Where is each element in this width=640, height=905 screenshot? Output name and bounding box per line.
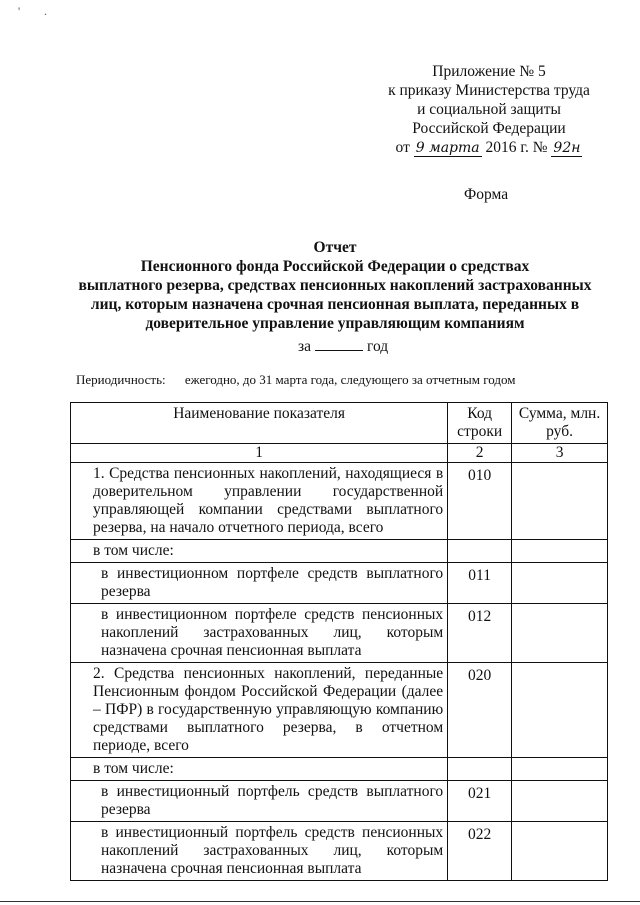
row-name: 1. Средства пенсионных накоплений, находящиеся в доверительном управлении государственной управляющей компании средствами выплатного резерва, на начало отчетного периода, всего	[71, 463, 448, 540]
row-sum[interactable]	[512, 463, 608, 540]
scan-mark: '	[18, 4, 21, 18]
row-sum[interactable]	[512, 781, 608, 822]
document-title	[70, 238, 600, 333]
order-year: 2016 г. №	[485, 139, 548, 156]
handwritten-date: 9 марта	[415, 140, 480, 156]
row-sum[interactable]	[512, 604, 608, 663]
appendix-ministry: и социальной защиты	[417, 101, 561, 118]
row-name: 2. Средства пенсионных накоплений, переданные Пенсионным фондом Российской Федерации (далее – ПФР) в государственную управляющую компанию средствами выплатного резерва, в отчетном периоде, всего	[71, 663, 448, 758]
period-prefix: за	[298, 338, 312, 355]
header-code: Код строки	[448, 403, 512, 444]
row-name: в инвестиционный портфель средств пенсионных накоплений застрахованных лиц, которым назначена срочная пенсионная выплата	[71, 822, 448, 881]
table-row	[71, 563, 608, 604]
handwritten-number: 92н	[553, 140, 581, 156]
row-sum[interactable]	[512, 822, 608, 881]
form-label: Форма	[464, 186, 509, 203]
appendix-country: Российской Федерации	[412, 120, 566, 137]
column-number-row	[71, 444, 608, 463]
row-sum[interactable]	[512, 563, 608, 604]
scan-mark: .	[44, 4, 47, 18]
frequency-value: ежегодно, до 31 марта года, следующего за отчетным годом	[184, 372, 516, 387]
row-code: 010	[448, 463, 512, 540]
title-line: Пенсионного фонда Российской Федерации о средствах	[140, 258, 530, 275]
row-name: в том числе:	[71, 758, 448, 781]
row-code: 012	[448, 604, 512, 663]
page-bottom-rule	[0, 901, 640, 902]
frequency-label: Периодичность:	[76, 372, 166, 387]
row-code	[448, 540, 512, 563]
title-line: Отчет	[313, 239, 357, 256]
header-name: Наименование показателя	[71, 403, 448, 444]
appendix-number: Приложение № 5	[432, 63, 546, 80]
table-row	[71, 604, 608, 663]
frequency-line	[76, 372, 515, 388]
period-year-blank[interactable]	[315, 338, 363, 351]
row-code: 022	[448, 822, 512, 881]
row-sum[interactable]	[512, 663, 608, 758]
appendix-order-ref: к приказу Министерства труда	[388, 82, 590, 99]
column-number: 1	[71, 444, 448, 463]
table-row	[71, 540, 608, 563]
appendix-block	[386, 62, 592, 158]
title-line: лиц, которым назначена срочная пенсионная выплата, переданных в	[90, 296, 580, 313]
header-sum: Сумма, млн. руб.	[512, 403, 608, 444]
table-header-row	[71, 403, 608, 444]
row-name: в инвестиционном портфеле средств пенсионных накоплений застрахованных лиц, которым назначена срочная пенсионная выплата	[71, 604, 448, 663]
row-code: 021	[448, 781, 512, 822]
row-name: в инвестиционном портфеле средств выплатного резерва	[71, 563, 448, 604]
report-period	[298, 338, 388, 356]
column-number: 2	[448, 444, 512, 463]
title-line: выплатного резерва, средствах пенсионных накоплений застрахованных	[78, 277, 592, 294]
row-sum[interactable]	[512, 758, 608, 781]
row-code: 020	[448, 663, 512, 758]
order-date-line	[386, 138, 592, 158]
period-suffix: год	[367, 338, 389, 355]
column-number: 3	[512, 444, 608, 463]
indicators-table	[70, 402, 608, 881]
date-prefix: от	[395, 139, 410, 156]
table-row	[71, 758, 608, 781]
table-row	[71, 463, 608, 540]
row-name: в том числе:	[71, 540, 448, 563]
title-line: доверительное управление управляющим компаниям	[145, 315, 525, 332]
row-name: в инвестиционный портфель средств выплатного резерва	[71, 781, 448, 822]
row-code	[448, 758, 512, 781]
table-row	[71, 822, 608, 881]
row-code: 011	[448, 563, 512, 604]
row-sum[interactable]	[512, 540, 608, 563]
table-row	[71, 663, 608, 758]
table-row	[71, 781, 608, 822]
